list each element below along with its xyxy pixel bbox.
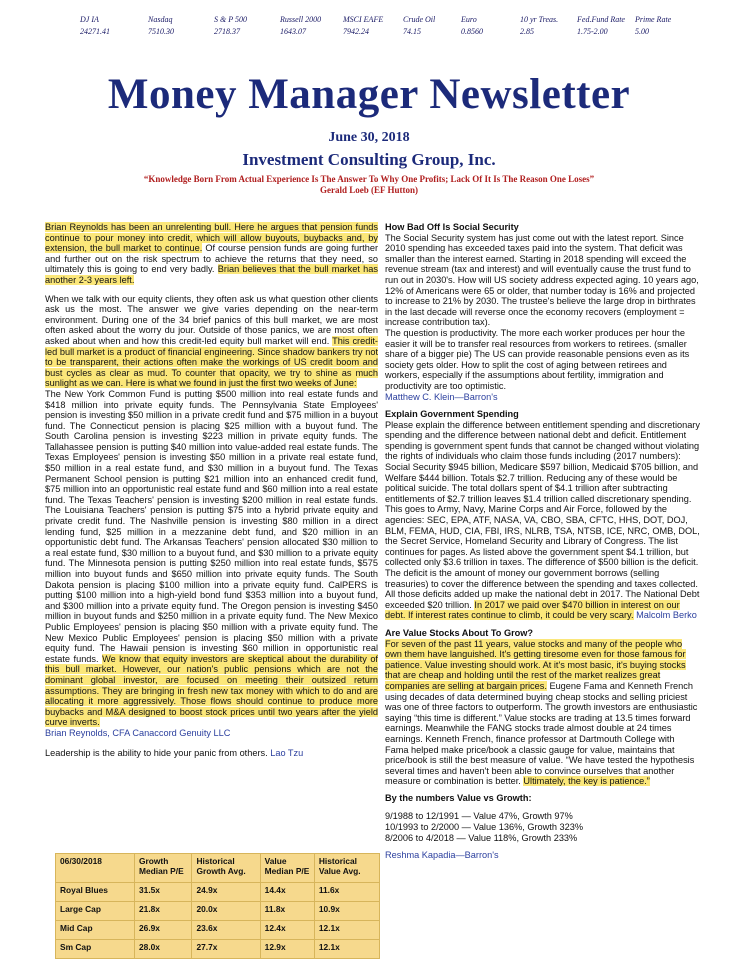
table-cell: 12.9x: [260, 940, 314, 959]
ticker-value: 74.15: [403, 27, 421, 36]
market-ticker: [80, 14, 672, 44]
table-cell: 31.5x: [135, 883, 192, 902]
right-column: [385, 222, 700, 861]
table-cell: 23.6x: [192, 921, 260, 940]
table-cell: 21.8x: [135, 902, 192, 921]
highlight-text: For seven of the past 11 years, value stocks and many of the people who own them have languished. It's getting tiresome even for those famous for patience. Value investing should work. At it's most basic, it's buying stocks that are cheap and holding until the rest of the market realizes great companies are selling at bargain prices.: [385, 638, 686, 691]
ticker-value: 24271.41: [80, 27, 110, 36]
table-cell: 20.0x: [192, 902, 260, 921]
table-cell: 24.9x: [192, 883, 260, 902]
highlight-text: Brian Reynolds has been an unrelenting bull. Here he argues that pension funds continue to pour money into credit, which will allow buyouts, buybacks and, by extension, the bull market to continue.: [45, 222, 378, 254]
table-header: Historical Value Avg.: [314, 854, 379, 883]
article-paragraph: [385, 639, 700, 787]
body-text: The New York Common Fund is putting $500 million into real estate funds and $418 million into private equity funds. The Pennsylvania State Employees' pension is investing $50 million in a private credit fund and $75 million in a buyout fund. The Connecticut pension is placing $25 million with a buyout fund. The South Carolina pension is investing $223 million in private equity funds. The Tallahassee pension is putting $40 million into value-added real estate funds. The Texas Employees' pension is investing $50 million in a private real estate fund, $50 million in a real estate fund, and $30 million in a buyout fund. The Texas Permanent School pension is putting $21 million into an enhanced credit fund, $75 million into an opportunistic real estate fund and $60 million into a real estate fund. The Texas Teachers' pension is investing $200 million in real estate funds. The Louisiana Teachers' pension is putting $75 into a hybrid private equity and private credit fund. The Nashville pension is investing $80 million in a direct lending fund, $25 million in a mezzanine debt fund, and $20 million in an opportunistic debt fund. The Arkansas Teachers' pension allocated $30 million to a real estate fund, $30 million to a buyout fund, and $30 million to a private equity fund. The Minnesota pension is putting $250 million into real estate funds, $575 million into buyout funds and $650 million into private equity funds. The South Dakota pension is placing $100 million into a private equity fund. CalPERS is putting $100 million into a high-yield bond fund $353 million into a buyout fund, and $300 million into a private equity fund. The Oregon pension is investing $450 million in buyout funds and $250 million in a private equity fund. The New Mexico Public Employees' pension is placing $50 million with a private equity fund. The New Mexico Public Employees' pension is placing $50 million with a private equity fund. The Hawaii pension is investing $60 million in opportunistic real estate funds.: [45, 388, 378, 664]
author-citation: Matthew C. Klein—Barron's: [385, 391, 498, 402]
ticker-item: [148, 14, 174, 38]
highlight-text: We know that equity investors are skeptical about the durability of this bull market. However, our nation's public pensions which are not the dominant global investor, are focused on meeting their outsized return assumptions. They are bringing in fresh new tax money with which to do and are allocating it more aggressively. Those flows should continue to produce more buybacks and M&A designed to boost stock prices until two years after the yield curve inverts.: [45, 653, 378, 728]
table-cell: 27.7x: [192, 940, 260, 959]
table-cell: 26.9x: [135, 921, 192, 940]
table-cell: 12.1x: [314, 940, 379, 959]
highlight-text: This credit-led bull market is a product of financial engineering. Since shadow bankers try not to be transparent, their actions often make the workings of US credit boom and bust cycles as clear as mud. To counter that opacity, we try to shine as much sunlight as we can. Here is what we found in just the first two weeks of June:: [45, 335, 378, 389]
ticker-value: 7510.30: [148, 27, 174, 36]
table-cell: Royal Blues: [56, 883, 135, 902]
table-header: 06/30/2018: [56, 854, 135, 883]
section-heading: Are Value Stocks About To Grow?: [385, 627, 534, 638]
body-text: The question is productivity. The more each worker produces per hour the easier it will be to transfer real resources from workers to retirees. (smaller share of a bigger pie) The US can provide reasonable pensions even as its society gets older. How to split the cost of aging between retirees and workers, especially if the assumptions about fertility, immigration and productivity are too optimistic.: [385, 327, 690, 391]
body-text: Of course pension funds are going further and further out on the risk spectrum to achieve the returns that they need, so ultimately this is going to end very badly.: [45, 243, 378, 275]
quote-text: “Knowledge Born From Actual Experience Is The Answer To Why One Profits; Lack Of It Is The Reason One Loses”: [143, 174, 595, 184]
ticker-value: 1.75-2.00: [577, 27, 608, 36]
section-heading: Explain Government Spending: [385, 409, 519, 420]
table-row: [56, 940, 380, 959]
ticker-label: Euro: [461, 15, 477, 24]
table-cell: 14.4x: [260, 883, 314, 902]
ticker-value: 0.8560: [461, 27, 483, 36]
table-row: [56, 902, 380, 921]
section-heading: How Bad Off Is Social Security: [385, 222, 519, 232]
body-text: Please explain the difference between entitlement spending and discretionary spending and the difference between national debt and deficit. Entitlement spending is government spent funds that cannot be changed without violating the rights of individuals who claim those funds including (2017 numbers): Social Security $945 billion, Medicare $597 billion, Medicaid $705 billion, and Welfare $444 billion. Totals $2.7 trillion. Reducing any of these would be political suicide. The total dollars spent of $4.1 trillion after subtracting entitlements of $2.7 trillion leaves $1.4 trillion called discretionary spending. This goes to Army, Navy, Marine Corps and Air Force, followed by the agencies: SEC, EPA, ATF, NASA, VA, CBO, SBA, CFTC, HHS, DOT, DOJ, BLM, FEMA, HUD, CIA, FBI, IRS, NLRB, TSA, NTSB, ICE, NRC, OMB, DOL, the Secret Service, Homeland Security and Library of Congress. The list continues for pages. As listed above the government spent $4.1 trillion, but collected only $3.6 trillion in taxes. The difference of $500 billion is the deficit. The deficit is the amount of money our government borrows (selling treasuries) to cover the difference between the spending and taxes collected. All those deficits added up make the national debt in 2017. The National Debt exceeded $20 trillion.: [385, 419, 700, 610]
ticker-value: 1643.07: [280, 27, 306, 36]
ticker-item: [214, 14, 247, 38]
table-cell: Mid Cap: [56, 921, 135, 940]
body-text: When we talk with our equity clients, they often ask us what question other clients ask us the most. The answer we give varies depending on the near-term environment. During one of the 34 brief panics of this bull market, we are most often asked about the worry du jour. Outside of those panics, we are most often asked about when and how this credit-led equity bull market will end.: [45, 293, 378, 346]
highlight-text: In 2017 we paid over $470 billion in interest on our debt. If interest rates continue to climb, it could be very scary.: [385, 599, 680, 621]
firm-name: Investment Consulting Group, Inc.: [242, 150, 496, 169]
ticker-label: Fed.Fund Rate: [577, 15, 625, 24]
body-text: The Social Security system has just come out with the latest report. Since 2010 spending has exceeded taxes paid into the system. That deficit was smaller than the interest earned. Starting in 2018 spending will exceed the revenue stream (tax and interest) and will eventually cause the trust fund to run out in 2030's. How will US society address expected aging. 10 years ago, 12% of Americans were 65 or older, that number today is 16% and projected to increase to 21% by 2030. The trustee's believe the large drop in birthrates in the last decade will reverse once the economy recovers (employment = increase contribution tax).: [385, 232, 699, 328]
table-row: [56, 883, 380, 902]
table-cell: 12.4x: [260, 921, 314, 940]
lao-tzu-quote: [45, 748, 378, 759]
table-header: Historical Growth Avg.: [192, 854, 260, 883]
author-citation: Reshma Kapadia—Barron's: [385, 850, 499, 861]
table-cell: Large Cap: [56, 902, 135, 921]
author-citation: Malcolm Berko: [636, 610, 697, 621]
ticker-item: [80, 14, 110, 38]
body-text: Eugene Fama and Kenneth French using decades of data determined buying cheap stocks and selling priciest was one of three factors to outperform. The growth investors are enthusiastic saying “this time is different.” Value stocks are trading at 13.5 times forward earnings. Meanwhile the FANG stocks trade almost double at 24 times earnings. Kenneth French, finance professor at Dartmouth College with Fama helped make price/book a classic gauge for value, maintains that price/book is still the best measure of value. “We have tested the hypothesis several times and haven't been able to convince ourselves that another measure or combination is better.: [385, 680, 698, 787]
ticker-value: 2718.37: [214, 27, 240, 36]
left-column: [45, 222, 378, 758]
table-header: Growth Median P/E: [135, 854, 192, 883]
ticker-label: MSCI EAFE: [343, 15, 384, 24]
table-cell: Sm Cap: [56, 940, 135, 959]
table-cell: 10.9x: [314, 902, 379, 921]
article-paragraph: [385, 420, 700, 621]
ticker-label: Prime Rate: [635, 15, 672, 24]
list-item: 9/1988 to 12/1991 — Value 47%, Growth 97%: [385, 811, 573, 822]
table-row: [56, 921, 380, 940]
masthead-quote: [40, 174, 698, 196]
ticker-item: [343, 14, 383, 38]
pe-ratio-table: [55, 853, 380, 959]
ticker-value: 2.85: [520, 27, 534, 36]
ticker-value: 5.00: [635, 27, 649, 36]
table-cell: 11.6x: [314, 883, 379, 902]
section-heading: By the numbers Value vs Growth:: [385, 792, 532, 803]
ticker-label: Crude Oil: [403, 15, 436, 24]
article-paragraph: [45, 389, 378, 728]
ticker-item: [461, 14, 483, 38]
issue-date: June 30, 2018: [328, 130, 410, 145]
ticker-item: [577, 14, 625, 38]
ticker-label: Russell 2000: [280, 15, 322, 24]
ticker-item: [520, 14, 558, 38]
newsletter-title: Money Manager Newsletter: [107, 71, 631, 118]
article-paragraph: [45, 222, 378, 286]
table-header-row: [56, 854, 380, 883]
table-cell: 11.8x: [260, 902, 314, 921]
ticker-item: [280, 14, 321, 38]
highlight-text: Ultimately, the key is patience.”: [523, 776, 650, 787]
table-cell: 28.0x: [135, 940, 192, 959]
quote-text: Leadership is the ability to hide your panic from others.: [45, 747, 271, 758]
list-item: 8/2006 to 4/2018 — Value 118%, Growth 233%: [385, 832, 578, 843]
table-cell: 12.1x: [314, 921, 379, 940]
quote-author: Lao Tzu: [270, 747, 304, 758]
quote-author: Gerald Loeb (EF Hutton): [320, 185, 418, 195]
ticker-label: Nasdaq: [148, 15, 173, 24]
ticker-label: DJ IA: [80, 15, 99, 24]
list-item: 10/1993 to 2/2000 — Value 136%, Growth 323%: [385, 822, 584, 833]
highlight-text: Brian believes that the bull market has another 2-3 years left.: [45, 264, 378, 285]
ticker-value: 7942.24: [343, 27, 369, 36]
author-citation: Brian Reynolds, CFA Canaccord Genuity LLC: [45, 727, 231, 738]
ticker-label: 10 yr Treas.: [520, 15, 559, 24]
article-paragraph: [45, 294, 378, 389]
table-header: Value Median P/E: [260, 854, 314, 883]
ticker-item: [635, 14, 671, 38]
ticker-item: [403, 14, 435, 38]
ticker-label: S & P 500: [214, 15, 247, 24]
